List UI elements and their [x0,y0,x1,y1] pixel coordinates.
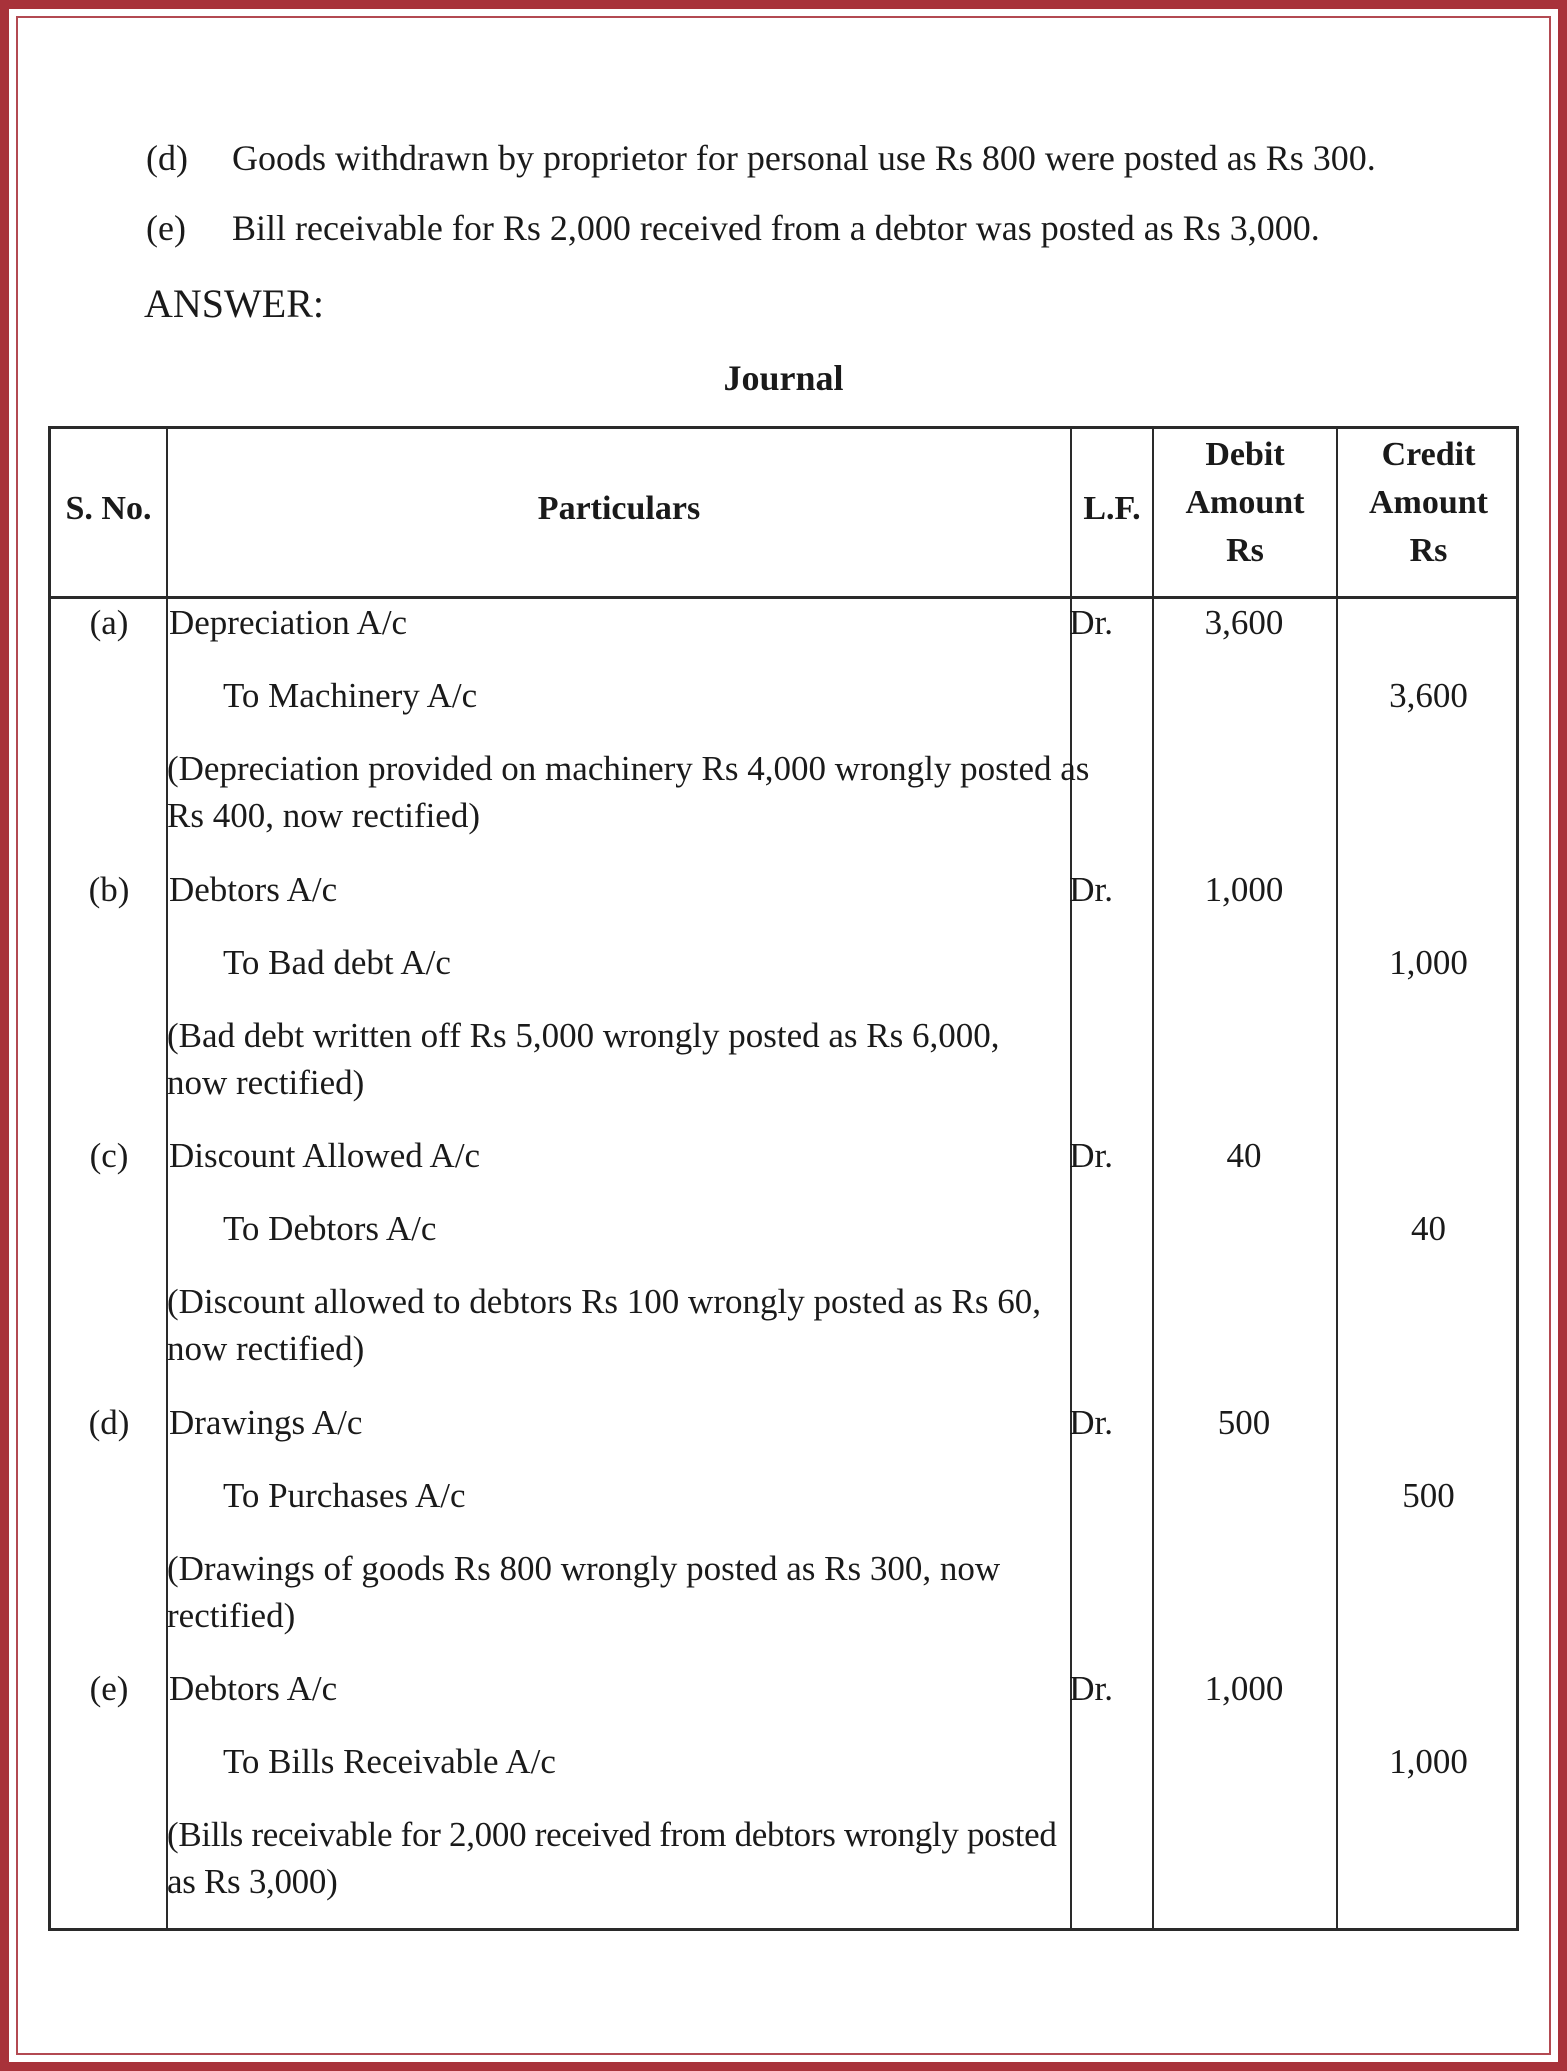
header-particulars: Particulars [537,490,701,527]
credit-account: To Bad debt A/c [223,943,451,982]
narration: (Discount allowed to debtors Rs 100 wrongly posted as Rs 60, now rectified) [167,1282,1041,1368]
credit-amount: 1,000 [1389,1742,1468,1781]
dr-marker: Dr. [1069,1136,1113,1175]
credit-account: To Debtors A/c [223,1209,437,1248]
question-letter: (e) [146,208,186,248]
entry-sno: (c) [89,1136,129,1175]
question-item-e [146,208,1320,248]
question-letter: (d) [146,138,188,178]
narration: (Bad debt written off Rs 5,000 wrongly posted as Rs 6,000, now rectified) [167,1016,1000,1102]
debit-amount: 1,000 [1204,870,1284,909]
debit-amount: 500 [1217,1403,1271,1442]
journal-title: Journal [723,358,844,398]
debit-amount: 3,600 [1204,603,1284,642]
credit-amount: 500 [1402,1476,1455,1515]
debit-account: Debtors A/c [169,1669,338,1708]
column-rule [166,429,168,1928]
dr-marker: Dr. [1069,870,1113,909]
question-text: Bill receivable for Rs 2,000 received from a debtor was posted as Rs 3,000. [232,208,1320,248]
narration: (Drawings of goods Rs 800 wrongly posted as Rs 300, now rectified) [167,1549,1001,1635]
debit-amount: 1,000 [1204,1669,1284,1708]
question-text: Goods withdrawn by proprietor for personal use Rs 800 were posted as Rs 300. [232,138,1376,178]
narration: (Bills receivable for 2,000 received from debtors wrongly posted as Rs 3,000) [167,1815,1057,1901]
credit-account: To Purchases A/c [223,1476,466,1515]
dr-marker: Dr. [1069,1403,1113,1442]
debit-account: Depreciation A/c [169,603,408,642]
question-item-d [146,138,1376,178]
credit-amount: 1,000 [1389,943,1468,982]
debit-account: Discount Allowed A/c [169,1136,481,1175]
column-rule [1336,429,1338,1928]
journal-table [48,426,1519,1931]
header-sno: S. No. [65,490,152,527]
dr-marker: Dr. [1069,603,1113,642]
header-lf: L.F. [1083,490,1141,527]
dr-marker: Dr. [1069,1669,1113,1708]
entry-sno: (a) [89,603,129,642]
answer-label: ANSWER: [144,281,324,326]
narration: (Depreciation provided on machinery Rs 4,000 wrongly posted as Rs 400, now rectified) [167,749,1090,835]
debit-amount: 40 [1226,1136,1262,1175]
credit-account: To Machinery A/c [223,676,478,715]
header-debit: Debit Amount Rs [1185,436,1305,569]
credit-amount: 3,600 [1389,676,1468,715]
entry-sno: (d) [88,1403,130,1442]
credit-amount: 40 [1411,1209,1446,1248]
debit-account: Debtors A/c [169,870,338,909]
entry-sno: (e) [89,1669,129,1708]
credit-account: To Bills Receivable A/c [223,1742,556,1781]
debit-account: Drawings A/c [169,1403,363,1442]
entry-sno: (b) [88,870,130,909]
header-credit: Credit Amount Rs [1368,436,1489,569]
